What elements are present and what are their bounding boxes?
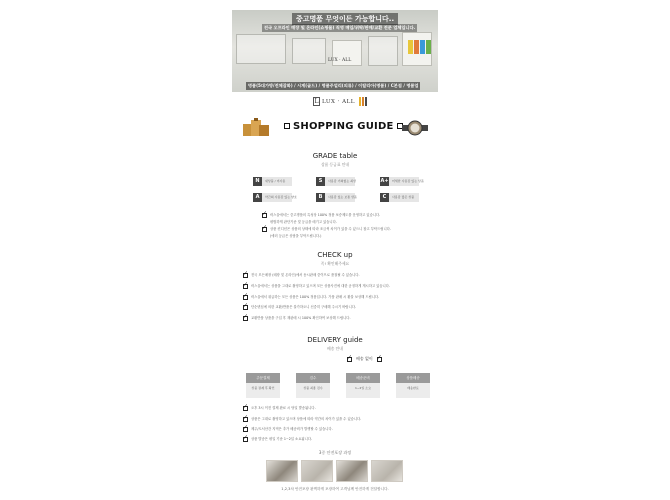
logo-text: LUX · ALL: [322, 98, 355, 105]
packaging-photo: [336, 460, 368, 482]
grade-item: S 사용감 거의없는 최상: [316, 177, 355, 186]
checkbox-icon: [243, 316, 248, 321]
delivery-steps: [246, 373, 430, 398]
checkbox-icon: [243, 305, 248, 310]
packaging-photo: [266, 460, 298, 482]
gold-gift-boxes-icon: [242, 116, 270, 138]
checkup-item: ✓ 럭스올에서는 상품을 그대로 촬영하고 있으며 모든 상품사진에 대한 공정하게 게시하고 있습니다.: [243, 284, 390, 289]
color-swatch: [426, 40, 431, 54]
logo-mark: L: [314, 98, 319, 105]
shopping-guide-title: SHOPPING GUIDE: [284, 121, 403, 132]
banner-logo: LUX · ALL: [328, 58, 352, 63]
packaging-note: 1,2,3차 안전포장 완벽하게 포장하여 고객님께 안전하게 전달합니다.: [281, 487, 389, 491]
checkbox-icon: [243, 273, 248, 278]
delivery-step: 배송준비 1~2일 소요: [346, 373, 380, 398]
grade-item: A+ 미세한 사용감 있는 상품: [380, 178, 424, 184]
checkup-item: ✓ 교환반품 상품을 구입 후 재판매 시 100% 확인하여 보상해 드립니다.: [243, 316, 351, 321]
checkbox-icon: [243, 295, 248, 300]
checkup-item: ✓ 단순변심에 의한 교환/반품은 불가하오니 신중히 구매해 주시기 바랍니다.: [243, 305, 356, 310]
store-shelf: [368, 36, 398, 66]
delivery-item: ✓ 상품 발송은 평일 기준 1~2일 소요됩니다.: [243, 437, 312, 442]
checkbox-icon: [243, 406, 248, 411]
delivery-item: ✓ 제주/도서산간 지역은 추가 배송비가 발생할 수 있습니다.: [243, 427, 333, 432]
delivery-step: 상품배송 배송완료: [396, 373, 430, 398]
delivery-option: ✓ 배송 없이 ✓: [347, 356, 382, 362]
grade-item: A 약간의 사용감 있는 양호: [253, 193, 292, 202]
delivery-step: 검수 상품 최종 검수: [296, 373, 330, 398]
checkbox-icon: [262, 213, 267, 218]
brand-logo: [313, 97, 367, 106]
packaging-title: 3중 안전포장 과정: [318, 450, 352, 455]
packaging-photos: [266, 460, 403, 482]
checkup-item: ✓ 전국 모든매장 (매장 및 온라인)에서 동시판매 중이므로 품절될 수 있습니다.: [243, 273, 360, 278]
hero-banner: [232, 10, 438, 92]
checkbox-icon: [243, 427, 248, 432]
checkbox-icon: [243, 417, 248, 422]
checkbox-icon: [243, 437, 248, 442]
store-shelf: [292, 38, 326, 64]
color-swatch: [408, 40, 413, 54]
grade-note: ✓ 럭스올에서는 중고명품의 특성상 100% 정품 보증제도를 운영하고 있습니다.: [262, 213, 380, 218]
square-icon: [284, 123, 290, 129]
checkbox-icon: [262, 227, 267, 232]
banner-bottomline: 명품(5대가방/전체잡화) / 시계(골드) / 명품주얼리(의류) / 이탈리아(명품) / C본점 / 명품업: [248, 83, 419, 88]
watch-icon: [402, 119, 428, 137]
delivery-item: ✓ 오후 3시 이전 결제 완료 시 당일 발송됩니다.: [243, 406, 316, 411]
grade-note: 평범하게 판단기준 및 등급을 매기고 있습니다.: [270, 220, 337, 224]
grade-item: B 사용감 있는 보통 상품: [316, 193, 355, 202]
checkbox-icon: [347, 357, 352, 362]
packaging-photo: [371, 460, 403, 482]
checkup-title: CHECK up: [317, 251, 353, 259]
grade-title: GRADE table: [312, 152, 358, 160]
color-swatch: [420, 40, 425, 54]
delivery-title: DELIVERY guide: [307, 336, 363, 344]
grade-note: (에러 등급은 상담을 부탁드립니다.): [270, 234, 322, 238]
checkup-subtitle: 꼭! 확인해주세요: [320, 261, 350, 266]
banner-subline: 전국 오프라인 매장 및 온라인(쇼핑몰) 직영 매입/위탁/판매/교환 전문 업체입니다.: [264, 25, 416, 30]
checkup-item: ✓ 럭스올에서 취급하는 모든 상품은 100% 정품입니다. 가품 판매 시 환불 보상해 드립니다.: [243, 295, 379, 300]
delivery-subtitle: 배송 안내: [327, 346, 343, 351]
grade-item: C 사용감 많은 상품: [380, 193, 419, 202]
store-shelf: [236, 34, 286, 64]
delivery-step: 주문결제 상품 결제 후 확인: [246, 373, 280, 398]
grade-subtitle: 상품 등급표 안내: [320, 162, 350, 167]
grade-note: ✓ 상품 컨디션은 상품의 상태에 따라 조금씩 차이가 있을 수 있으니 참고 부탁드립니다.: [262, 227, 391, 232]
banner-headline: 중고명품 무엇이든 가능합니다..: [292, 13, 398, 25]
grade-item: N 새상품 / 미사용: [253, 177, 292, 186]
delivery-item: ✓ 상품은 그대로 촬영하고 있으며 상품에 따라 약간의 차이가 있을 수 있습니다.: [243, 417, 361, 422]
logo-color-bars: [359, 97, 367, 106]
checkbox-icon: [377, 357, 382, 362]
packaging-photo: [301, 460, 333, 482]
checkbox-icon: [243, 284, 248, 289]
color-swatch: [414, 40, 419, 54]
